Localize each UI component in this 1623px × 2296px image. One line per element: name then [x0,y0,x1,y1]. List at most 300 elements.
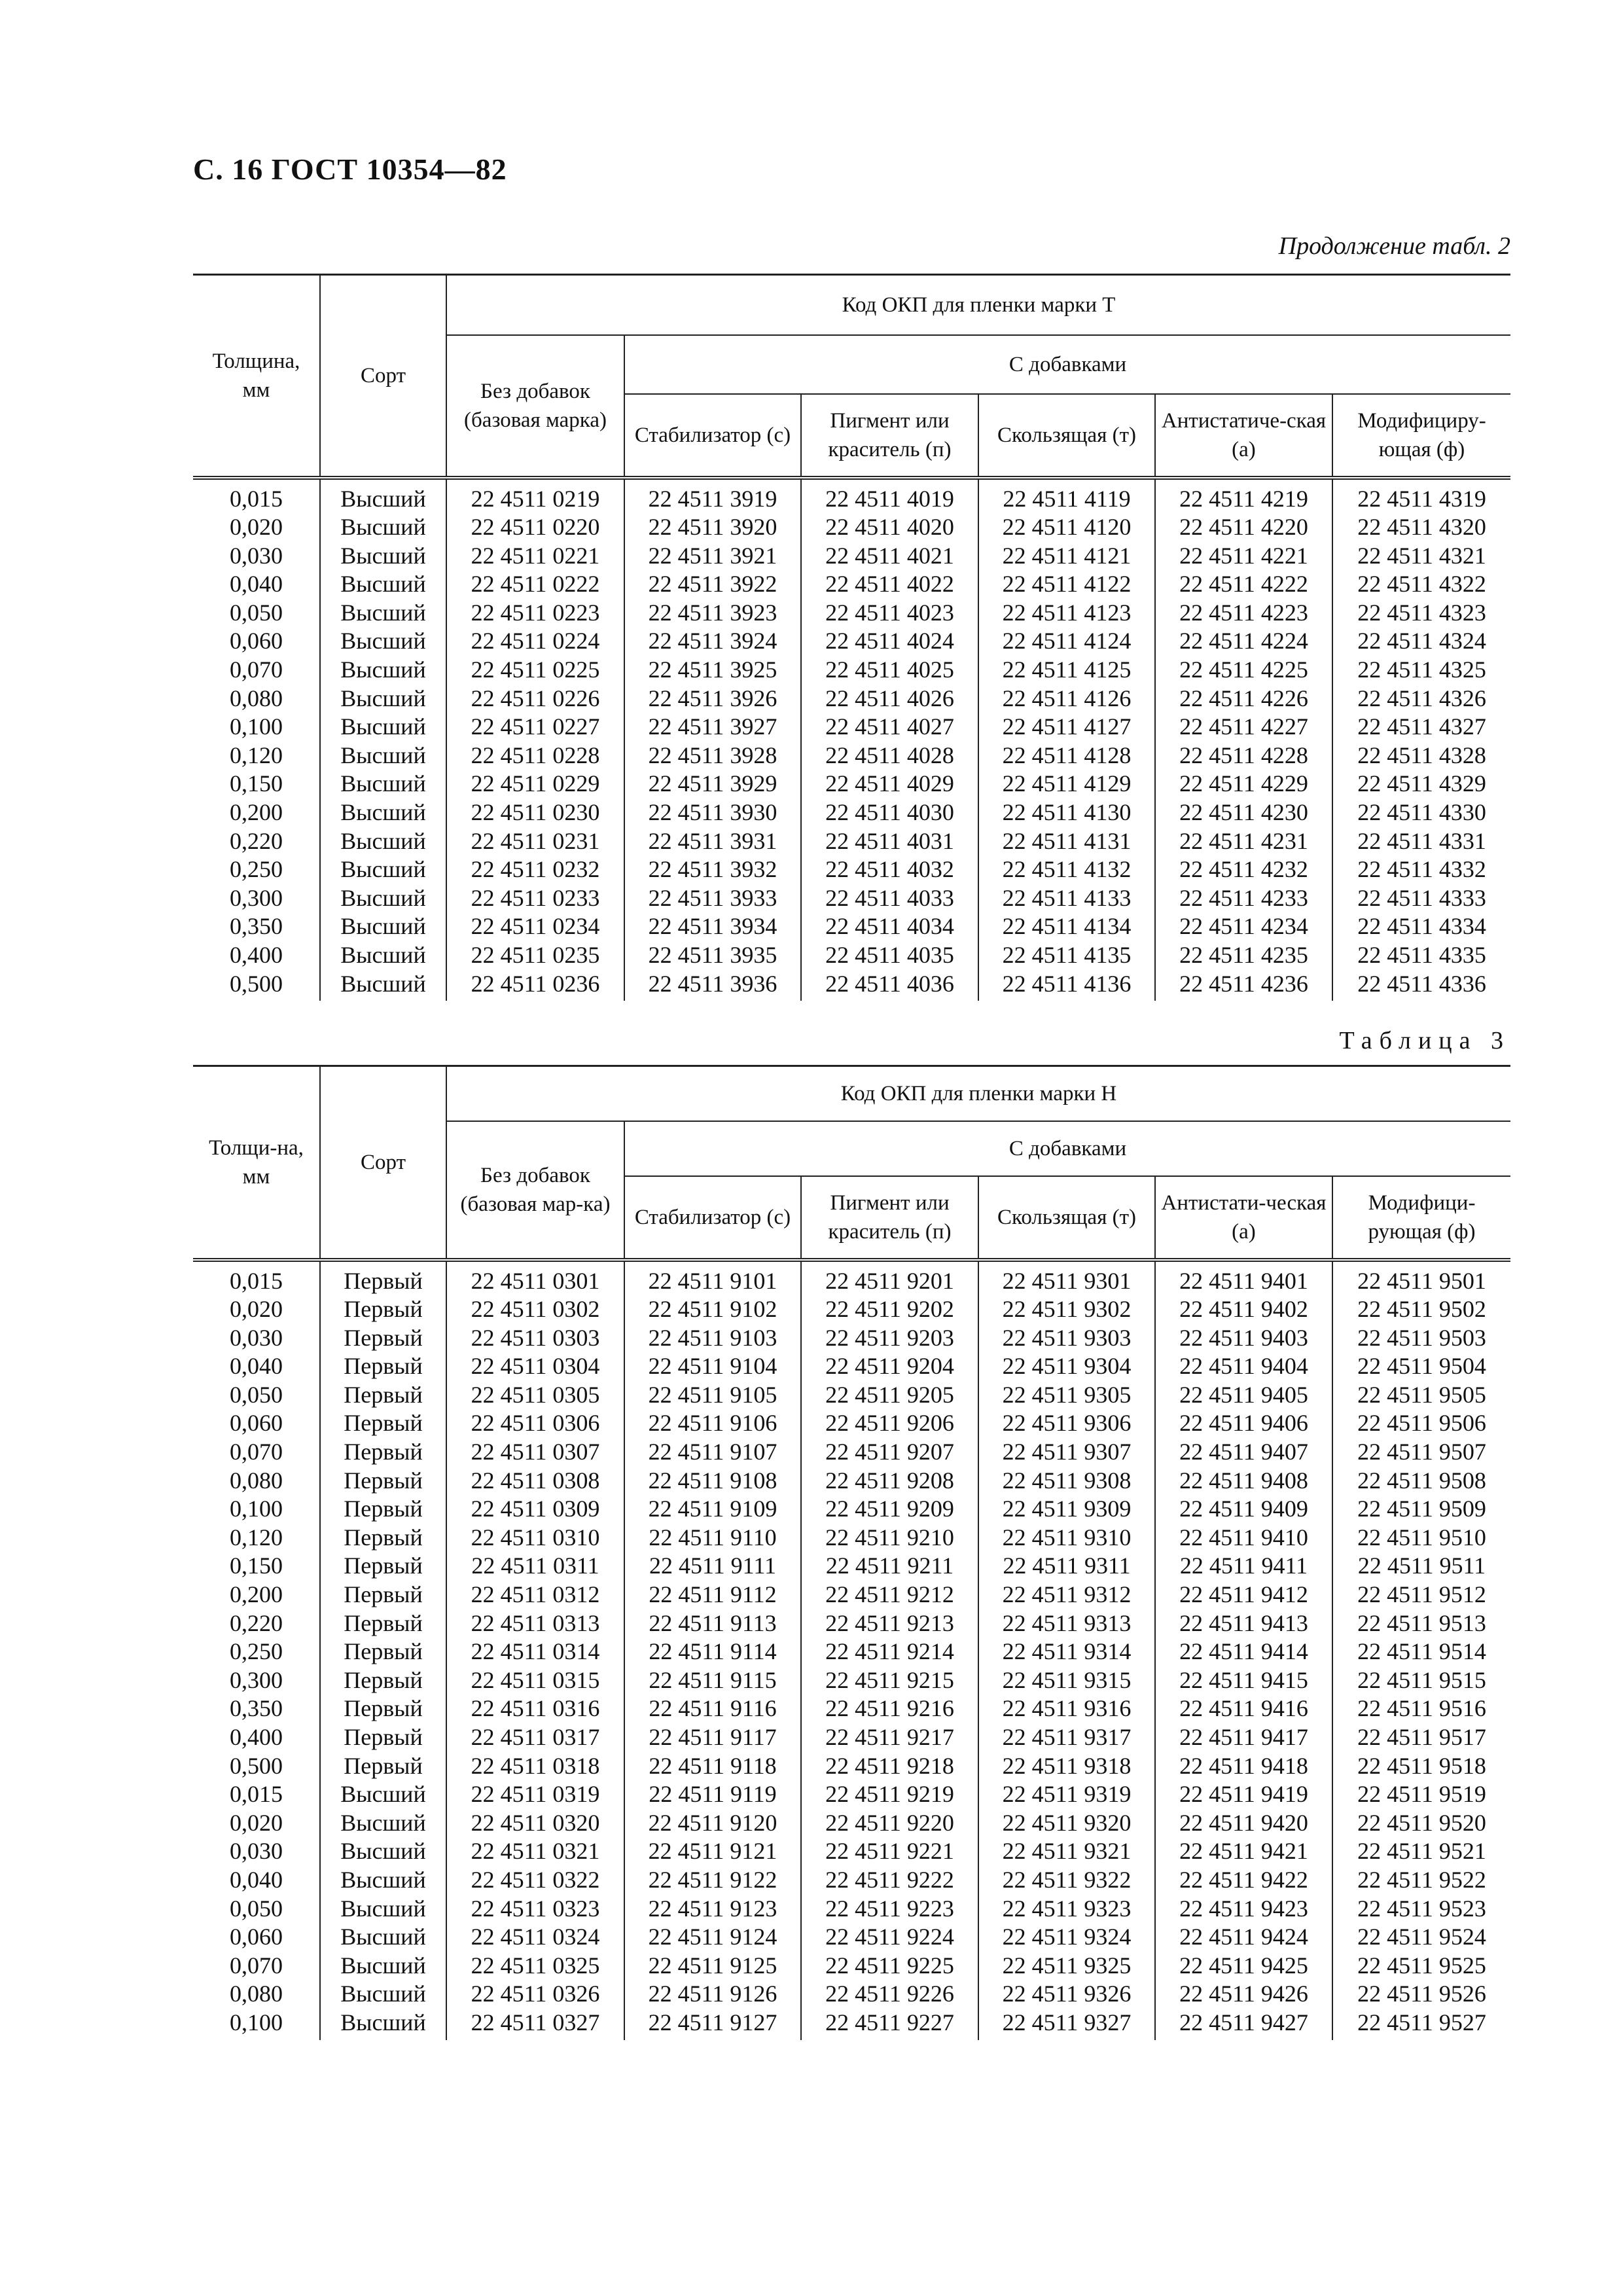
pigment-code-cell: 22 4511 9207 [801,1438,978,1467]
grade-cell: Высший [320,770,446,798]
slip-code-cell: 22 4511 9306 [978,1409,1155,1438]
stabilizer-code-cell: 22 4511 9109 [624,1495,801,1524]
slip-code-cell: 22 4511 9302 [978,1295,1155,1324]
table-row [193,941,1510,970]
thickness-cell: 0,220 [230,827,283,854]
antistatic-code-cell: 22 4511 4219 [1155,478,1332,514]
pigment-code-cell: 22 4511 4020 [801,513,978,542]
antistatic-code-cell: 22 4511 9414 [1155,1638,1332,1666]
pigment-code-cell: 22 4511 9214 [801,1638,978,1666]
modifying-code-cell: 22 4511 9514 [1332,1638,1510,1666]
modifying-code-cell: 22 4511 4331 [1332,827,1510,856]
pigment-code-cell: 22 4511 4029 [801,770,978,798]
antistatic-code-cell: 22 4511 4226 [1155,685,1332,713]
antistatic-code-cell: 22 4511 4222 [1155,570,1332,599]
pigment-code-cell: 22 4511 9219 [801,1780,978,1809]
stabilizer-code-cell: 22 4511 3924 [624,627,801,656]
stabilizer-code-cell: 22 4511 9118 [624,1752,801,1781]
pigment-code-cell: 22 4511 9223 [801,1895,978,1924]
grade-cell: Первый [320,1352,446,1381]
pigment-code-cell: 22 4511 9218 [801,1752,978,1781]
thickness-cell: 0,060 [230,1410,283,1437]
antistatic-code-cell: 22 4511 9415 [1155,1666,1332,1695]
table-row [193,1980,1510,2009]
thickness-cell: 0,015 [230,1781,283,1808]
antistatic-code-cell: 22 4511 4236 [1155,970,1332,1001]
antistatic-code-cell: 22 4511 9405 [1155,1381,1332,1410]
base-code-cell: 22 4511 0307 [446,1438,624,1467]
table-row [193,1809,1510,1838]
stabilizer-code-cell: 22 4511 9115 [624,1666,801,1695]
base-code-cell: 22 4511 0225 [446,656,624,685]
table-row [193,656,1510,685]
base-code-cell: 22 4511 0229 [446,770,624,798]
stabilizer-code-cell: 22 4511 9102 [624,1295,801,1324]
base-code-cell: 22 4511 0219 [446,478,624,514]
antistatic-code-cell: 22 4511 9410 [1155,1524,1332,1552]
pigment-code-cell: 22 4511 4033 [801,884,978,913]
slip-code-cell: 22 4511 4125 [978,656,1155,685]
table-row [193,1695,1510,1723]
antistatic-code-cell: 22 4511 9412 [1155,1581,1332,1609]
grade-cell: Высший [320,1780,446,1809]
stabilizer-code-cell: 22 4511 3932 [624,855,801,884]
thickness-cell: 0,150 [230,770,283,797]
modifying-code-cell: 22 4511 4333 [1332,884,1510,913]
base-code-cell: 22 4511 0220 [446,513,624,542]
thickness-cell: 0,220 [230,1609,283,1636]
base-code-cell: 22 4511 0303 [446,1324,624,1353]
slip-code-cell: 22 4511 9305 [978,1381,1155,1410]
grade-cell: Первый [320,1752,446,1781]
modifying-code-cell: 22 4511 9511 [1332,1552,1510,1581]
modifying-code-cell: 22 4511 4322 [1332,570,1510,599]
slip-code-cell: 22 4511 4133 [978,884,1155,913]
stabilizer-code-cell: 22 4511 9103 [624,1324,801,1353]
header-pigment: Пигмент или краситель (п) [801,394,978,478]
table-row [193,1609,1510,1638]
table-row [193,570,1510,599]
base-code-cell: 22 4511 0306 [446,1409,624,1438]
slip-code-cell: 22 4511 9314 [978,1638,1155,1666]
base-code-cell: 22 4511 0233 [446,884,624,913]
grade-cell: Первый [320,1295,446,1324]
base-code-cell: 22 4511 0311 [446,1552,624,1581]
thickness-cell: 0,350 [230,1695,283,1722]
header-with-additives: С добавками [624,335,1510,394]
pigment-code-cell: 22 4511 4026 [801,685,978,713]
slip-code-cell: 22 4511 9323 [978,1895,1155,1924]
grade-cell: Высший [320,542,446,571]
modifying-code-cell: 22 4511 4336 [1332,970,1510,1001]
stabilizer-code-cell: 22 4511 3935 [624,941,801,970]
stabilizer-code-cell: 22 4511 9101 [624,1260,801,1296]
slip-code-cell: 22 4511 9310 [978,1524,1155,1552]
slip-code-cell: 22 4511 4136 [978,970,1155,1001]
grade-cell: Высший [320,827,446,856]
stabilizer-code-cell: 22 4511 9117 [624,1723,801,1752]
table-row [193,1723,1510,1752]
table-row [193,1923,1510,1952]
base-code-cell: 22 4511 0312 [446,1581,624,1609]
grade-cell: Первый [320,1495,446,1524]
pigment-code-cell: 22 4511 4023 [801,599,978,628]
header-slip: Скользящая (т) [978,1176,1155,1260]
table-row [193,1295,1510,1324]
stabilizer-code-cell: 22 4511 3923 [624,599,801,628]
pigment-code-cell: 22 4511 9203 [801,1324,978,1353]
stabilizer-code-cell: 22 4511 9106 [624,1409,801,1438]
table-row [193,1866,1510,1895]
slip-code-cell: 22 4511 4128 [978,742,1155,770]
modifying-code-cell: 22 4511 9525 [1332,1952,1510,1981]
modifying-code-cell: 22 4511 4335 [1332,941,1510,970]
grade-cell: Высший [320,970,446,1001]
header-grade: Сорт [320,1066,446,1260]
slip-code-cell: 22 4511 9326 [978,1980,1155,2009]
header-pigment: Пигмент или краситель (п) [801,1176,978,1260]
grade-cell: Первый [320,1666,446,1695]
modifying-code-cell: 22 4511 9518 [1332,1752,1510,1781]
base-code-cell: 22 4511 0317 [446,1723,624,1752]
pigment-code-cell: 22 4511 9212 [801,1581,978,1609]
grade-cell: Высший [320,941,446,970]
header-with-additives: С добавками [624,1121,1510,1176]
antistatic-code-cell: 22 4511 9427 [1155,2009,1332,2040]
antistatic-code-cell: 22 4511 4229 [1155,770,1332,798]
pigment-code-cell: 22 4511 4022 [801,570,978,599]
table-row [193,770,1510,798]
antistatic-code-cell: 22 4511 4235 [1155,941,1332,970]
antistatic-code-cell: 22 4511 9416 [1155,1695,1332,1723]
thickness-cell: 0,100 [230,2009,283,2036]
thickness-cell: 0,080 [230,1467,283,1494]
thickness-cell: 0,060 [230,1924,283,1950]
base-code-cell: 22 4511 0230 [446,798,624,827]
base-code-cell: 22 4511 0320 [446,1809,624,1838]
pigment-code-cell: 22 4511 4032 [801,855,978,884]
base-code-cell: 22 4511 0313 [446,1609,624,1638]
pigment-code-cell: 22 4511 4024 [801,627,978,656]
stabilizer-code-cell: 22 4511 3920 [624,513,801,542]
stabilizer-code-cell: 22 4511 3931 [624,827,801,856]
antistatic-code-cell: 22 4511 9417 [1155,1723,1332,1752]
grade-cell: Высший [320,627,446,656]
table3-body [193,1260,1510,2040]
base-code-cell: 22 4511 0234 [446,912,624,941]
base-code-cell: 22 4511 0221 [446,542,624,571]
antistatic-code-cell: 22 4511 9401 [1155,1260,1332,1296]
base-code-cell: 22 4511 0302 [446,1295,624,1324]
pigment-code-cell: 22 4511 9204 [801,1352,978,1381]
table-row [193,1581,1510,1609]
grade-cell: Первый [320,1381,446,1410]
stabilizer-code-cell: 22 4511 9105 [624,1381,801,1410]
base-code-cell: 22 4511 0236 [446,970,624,1001]
thickness-cell: 0,040 [230,571,283,598]
pigment-code-cell: 22 4511 9217 [801,1723,978,1752]
stabilizer-code-cell: 22 4511 9111 [624,1552,801,1581]
stabilizer-code-cell: 22 4511 3928 [624,742,801,770]
grade-cell: Высший [320,1866,446,1895]
slip-code-cell: 22 4511 4126 [978,685,1155,713]
pigment-code-cell: 22 4511 9225 [801,1952,978,1981]
slip-code-cell: 22 4511 9316 [978,1695,1155,1723]
stabilizer-code-cell: 22 4511 3930 [624,798,801,827]
base-code-cell: 22 4511 0309 [446,1495,624,1524]
table-row [193,1780,1510,1809]
slip-code-cell: 22 4511 4130 [978,798,1155,827]
slip-code-cell: 22 4511 9308 [978,1467,1155,1496]
grade-cell: Первый [320,1409,446,1438]
modifying-code-cell: 22 4511 4324 [1332,627,1510,656]
modifying-code-cell: 22 4511 9526 [1332,1980,1510,2009]
thickness-cell: 0,070 [230,656,283,683]
table-row [193,827,1510,856]
header-stabilizer: Стабилизатор (с) [624,1176,801,1260]
grade-cell: Высший [320,685,446,713]
stabilizer-code-cell: 22 4511 9126 [624,1980,801,2009]
grade-cell: Первый [320,1438,446,1467]
antistatic-code-cell: 22 4511 9407 [1155,1438,1332,1467]
antistatic-code-cell: 22 4511 4220 [1155,513,1332,542]
modifying-code-cell: 22 4511 4327 [1332,713,1510,742]
table-row [193,513,1510,542]
pigment-code-cell: 22 4511 9205 [801,1381,978,1410]
antistatic-code-cell: 22 4511 4223 [1155,599,1332,628]
thickness-cell: 0,400 [230,1724,283,1750]
stabilizer-code-cell: 22 4511 3922 [624,570,801,599]
thickness-cell: 0,100 [230,713,283,740]
table-row [193,478,1510,514]
pigment-code-cell: 22 4511 9202 [801,1295,978,1324]
grade-cell: Первый [320,1524,446,1552]
table-row [193,1638,1510,1666]
pigment-code-cell: 22 4511 4028 [801,742,978,770]
stabilizer-code-cell: 22 4511 9113 [624,1609,801,1638]
stabilizer-code-cell: 22 4511 9108 [624,1467,801,1496]
slip-code-cell: 22 4511 4119 [978,478,1155,514]
table-row [193,1260,1510,1296]
thickness-cell: 0,030 [230,1324,283,1351]
antistatic-code-cell: 22 4511 9403 [1155,1324,1332,1353]
base-code-cell: 22 4511 0315 [446,1666,624,1695]
pigment-code-cell: 22 4511 9210 [801,1524,978,1552]
grade-cell: Высший [320,513,446,542]
base-code-cell: 22 4511 0324 [446,1923,624,1952]
antistatic-code-cell: 22 4511 9422 [1155,1866,1332,1895]
antistatic-code-cell: 22 4511 4228 [1155,742,1332,770]
thickness-cell: 0,020 [230,514,283,541]
antistatic-code-cell: 22 4511 9406 [1155,1409,1332,1438]
thickness-cell: 0,200 [230,1581,283,1608]
grade-cell: Первый [320,1609,446,1638]
table2-caption: Продолжение табл. 2 [1278,232,1510,260]
antistatic-code-cell: 22 4511 9420 [1155,1809,1332,1838]
stabilizer-code-cell: 22 4511 9107 [624,1438,801,1467]
modifying-code-cell: 22 4511 9509 [1332,1495,1510,1524]
modifying-code-cell: 22 4511 4321 [1332,542,1510,571]
thickness-cell: 0,070 [230,1952,283,1979]
slip-code-cell: 22 4511 9312 [978,1581,1155,1609]
antistatic-code-cell: 22 4511 9404 [1155,1352,1332,1381]
antistatic-code-cell: 22 4511 9419 [1155,1780,1332,1809]
base-code-cell: 22 4511 0235 [446,941,624,970]
header-antistatic: Антистати-ческая (а) [1155,1176,1332,1260]
base-code-cell: 22 4511 0232 [446,855,624,884]
modifying-code-cell: 22 4511 9516 [1332,1695,1510,1723]
slip-code-cell: 22 4511 4122 [978,570,1155,599]
grade-cell: Высший [320,1837,446,1866]
stabilizer-code-cell: 22 4511 9114 [624,1638,801,1666]
slip-code-cell: 22 4511 4132 [978,855,1155,884]
table-row [193,1895,1510,1924]
table-row [193,1495,1510,1524]
pigment-code-cell: 22 4511 9208 [801,1467,978,1496]
pigment-code-cell: 22 4511 9201 [801,1260,978,1296]
slip-code-cell: 22 4511 9325 [978,1952,1155,1981]
antistatic-code-cell: 22 4511 4224 [1155,627,1332,656]
stabilizer-code-cell: 22 4511 3936 [624,970,801,1001]
grade-cell: Высший [320,798,446,827]
table-row [193,1666,1510,1695]
slip-code-cell: 22 4511 4124 [978,627,1155,656]
table-row [193,1467,1510,1496]
grade-cell: Высший [320,1809,446,1838]
modifying-code-cell: 22 4511 4332 [1332,855,1510,884]
antistatic-code-cell: 22 4511 9425 [1155,1952,1332,1981]
pigment-code-cell: 22 4511 4035 [801,941,978,970]
grade-cell: Первый [320,1581,446,1609]
table-row [193,742,1510,770]
grade-cell: Высший [320,656,446,685]
modifying-code-cell: 22 4511 9520 [1332,1809,1510,1838]
base-code-cell: 22 4511 0228 [446,742,624,770]
pigment-code-cell: 22 4511 4030 [801,798,978,827]
thickness-cell: 0,250 [230,1638,283,1665]
thickness-cell: 0,015 [230,1267,283,1294]
thickness-cell: 0,120 [230,742,283,768]
modifying-code-cell: 22 4511 4329 [1332,770,1510,798]
grade-cell: Высший [320,713,446,742]
pigment-code-cell: 22 4511 9221 [801,1837,978,1866]
modifying-code-cell: 22 4511 4323 [1332,599,1510,628]
header-modifying: Модифици-рующая (ф) [1332,1176,1510,1260]
stabilizer-code-cell: 22 4511 3927 [624,713,801,742]
grade-cell: Высший [320,1923,446,1952]
antistatic-code-cell: 22 4511 9424 [1155,1923,1332,1952]
pigment-code-cell: 22 4511 4034 [801,912,978,941]
antistatic-code-cell: 22 4511 4231 [1155,827,1332,856]
stabilizer-code-cell: 22 4511 3921 [624,542,801,571]
thickness-cell: 0,030 [230,1838,283,1865]
thickness-cell: 0,020 [230,1809,283,1836]
stabilizer-code-cell: 22 4511 9119 [624,1780,801,1809]
pigment-code-cell: 22 4511 9209 [801,1495,978,1524]
table-row [193,1952,1510,1981]
stabilizer-code-cell: 22 4511 9112 [624,1581,801,1609]
slip-code-cell: 22 4511 4134 [978,912,1155,941]
pigment-code-cell: 22 4511 4025 [801,656,978,685]
header-grade: Сорт [320,275,446,478]
modifying-code-cell: 22 4511 4328 [1332,742,1510,770]
slip-code-cell: 22 4511 9324 [978,1923,1155,1952]
modifying-code-cell: 22 4511 4325 [1332,656,1510,685]
base-code-cell: 22 4511 0224 [446,627,624,656]
pigment-code-cell: 22 4511 4036 [801,970,978,1001]
stabilizer-code-cell: 22 4511 3919 [624,478,801,514]
thickness-cell: 0,080 [230,685,283,711]
grade-cell: Первый [320,1467,446,1496]
antistatic-code-cell: 22 4511 9402 [1155,1295,1332,1324]
base-code-cell: 22 4511 0223 [446,599,624,628]
header-base: Без добавок (базовая мар-ка) [446,1121,624,1260]
pigment-code-cell: 22 4511 9227 [801,2009,978,2040]
modifying-code-cell: 22 4511 9522 [1332,1866,1510,1895]
modifying-code-cell: 22 4511 9507 [1332,1438,1510,1467]
slip-code-cell: 22 4511 9307 [978,1438,1155,1467]
modifying-code-cell: 22 4511 4334 [1332,912,1510,941]
modifying-code-cell: 22 4511 9506 [1332,1409,1510,1438]
pigment-code-cell: 22 4511 9220 [801,1809,978,1838]
slip-code-cell: 22 4511 9321 [978,1837,1155,1866]
modifying-code-cell: 22 4511 9517 [1332,1723,1510,1752]
stabilizer-code-cell: 22 4511 3933 [624,884,801,913]
stabilizer-code-cell: 22 4511 3925 [624,656,801,685]
table-row [193,599,1510,628]
table-row [193,1352,1510,1381]
grade-cell: Высший [320,1980,446,2009]
table-row [193,1438,1510,1467]
slip-code-cell: 22 4511 9304 [978,1352,1155,1381]
stabilizer-code-cell: 22 4511 3929 [624,770,801,798]
slip-code-cell: 22 4511 9301 [978,1260,1155,1296]
grade-cell: Высший [320,884,446,913]
grade-cell: Высший [320,2009,446,2040]
modifying-code-cell: 22 4511 9503 [1332,1324,1510,1353]
antistatic-code-cell: 22 4511 9423 [1155,1895,1332,1924]
table-row [193,1552,1510,1581]
thickness-cell: 0,050 [230,599,283,626]
slip-code-cell: 22 4511 9303 [978,1324,1155,1353]
table2 [193,274,1510,1001]
stabilizer-code-cell: 22 4511 9110 [624,1524,801,1552]
stabilizer-code-cell: 22 4511 9120 [624,1809,801,1838]
modifying-code-cell: 22 4511 9505 [1332,1381,1510,1410]
thickness-cell: 0,350 [230,913,283,940]
header-base: Без добавок (базовая марка) [446,335,624,478]
thickness-cell: 0,050 [230,1895,283,1922]
antistatic-code-cell: 22 4511 4225 [1155,656,1332,685]
table-row [193,713,1510,742]
base-code-cell: 22 4511 0323 [446,1895,624,1924]
table-row [193,542,1510,571]
base-code-cell: 22 4511 0318 [446,1752,624,1781]
table-row [193,912,1510,941]
pigment-code-cell: 22 4511 9206 [801,1409,978,1438]
thickness-cell: 0,050 [230,1381,283,1408]
thickness-cell: 0,500 [230,1752,283,1779]
table-row [193,2009,1510,2040]
grade-cell: Высший [320,570,446,599]
antistatic-code-cell: 22 4511 9408 [1155,1467,1332,1496]
grade-cell: Высший [320,1895,446,1924]
base-code-cell: 22 4511 0227 [446,713,624,742]
grade-cell: Первый [320,1552,446,1581]
thickness-cell: 0,300 [230,884,283,911]
base-code-cell: 22 4511 0325 [446,1952,624,1981]
grade-cell: Высший [320,912,446,941]
